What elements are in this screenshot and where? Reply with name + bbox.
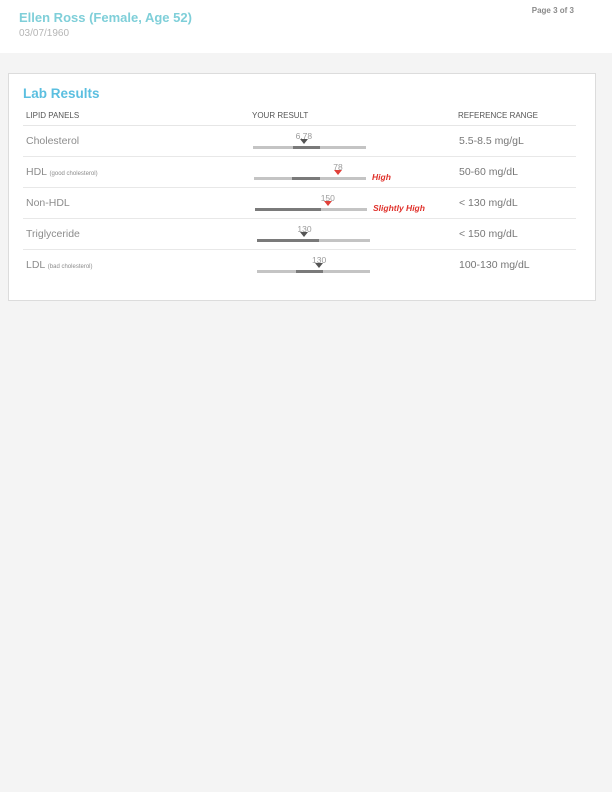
result-row-non-hdl: [23, 188, 576, 219]
result-gauge: [257, 224, 370, 242]
result-value: 130: [297, 224, 312, 234]
result-value: 130: [312, 255, 327, 265]
column-header-panel: LIPID PANELS: [26, 111, 80, 120]
result-gauge: [253, 131, 366, 149]
card-title: Lab Results: [23, 86, 100, 101]
row-label-note: (good cholesterol): [49, 171, 98, 177]
result-marker-icon: [334, 170, 342, 175]
result-value: 6.78: [295, 131, 313, 141]
patient-dob: 03/07/1960: [19, 28, 70, 39]
normal-range-segment: [296, 270, 323, 273]
reference-range: 5.5-8.5 mg/gL: [459, 135, 524, 147]
result-marker-icon: [324, 201, 332, 206]
result-marker-icon: [315, 263, 323, 268]
page-number: Page 3 of 3: [531, 6, 574, 15]
normal-range-segment: [293, 146, 320, 149]
row-label-text: HDL: [26, 166, 47, 178]
result-value: 150: [320, 193, 335, 203]
normal-range-segment: [255, 208, 321, 211]
row-label-text: Non-HDL: [26, 197, 70, 209]
result-gauge: [255, 193, 367, 211]
normal-range-segment: [257, 239, 319, 242]
result-flag: Slightly High: [373, 203, 425, 213]
result-gauge: [254, 162, 366, 180]
row-label: [26, 197, 70, 209]
result-row-triglyceride: [23, 219, 576, 250]
result-row-hdl: [23, 157, 576, 188]
reference-range: < 150 mg/dL: [459, 228, 518, 240]
row-label: [26, 228, 80, 240]
result-value: 78: [333, 162, 343, 172]
row-label: [26, 259, 93, 271]
row-label-text: Triglyceride: [26, 228, 80, 240]
row-label: [26, 135, 79, 147]
reference-range: < 130 mg/dL: [459, 197, 518, 209]
column-header-range: REFERENCE RANGE: [458, 111, 539, 120]
result-row-cholesterol: [23, 126, 576, 157]
row-label-text: Cholesterol: [26, 135, 80, 147]
result-marker-icon: [300, 139, 308, 144]
report-header: [0, 0, 612, 53]
patient-name: Ellen Ross (Female, Age 52): [19, 10, 192, 25]
row-label: [26, 166, 98, 178]
result-row-ldl: [23, 250, 576, 281]
result-flag: High: [372, 172, 391, 182]
reference-range: 100-130 mg/dL: [459, 259, 530, 271]
result-marker-icon: [300, 232, 308, 237]
normal-range-segment: [292, 177, 320, 180]
row-label-note: (bad cholesterol): [47, 264, 93, 270]
lab-results-card: [8, 73, 596, 301]
result-gauge: [257, 255, 370, 273]
column-header-result: YOUR RESULT: [252, 111, 309, 120]
reference-range: 50-60 mg/dL: [459, 166, 518, 178]
row-label-text: LDL: [26, 259, 45, 271]
